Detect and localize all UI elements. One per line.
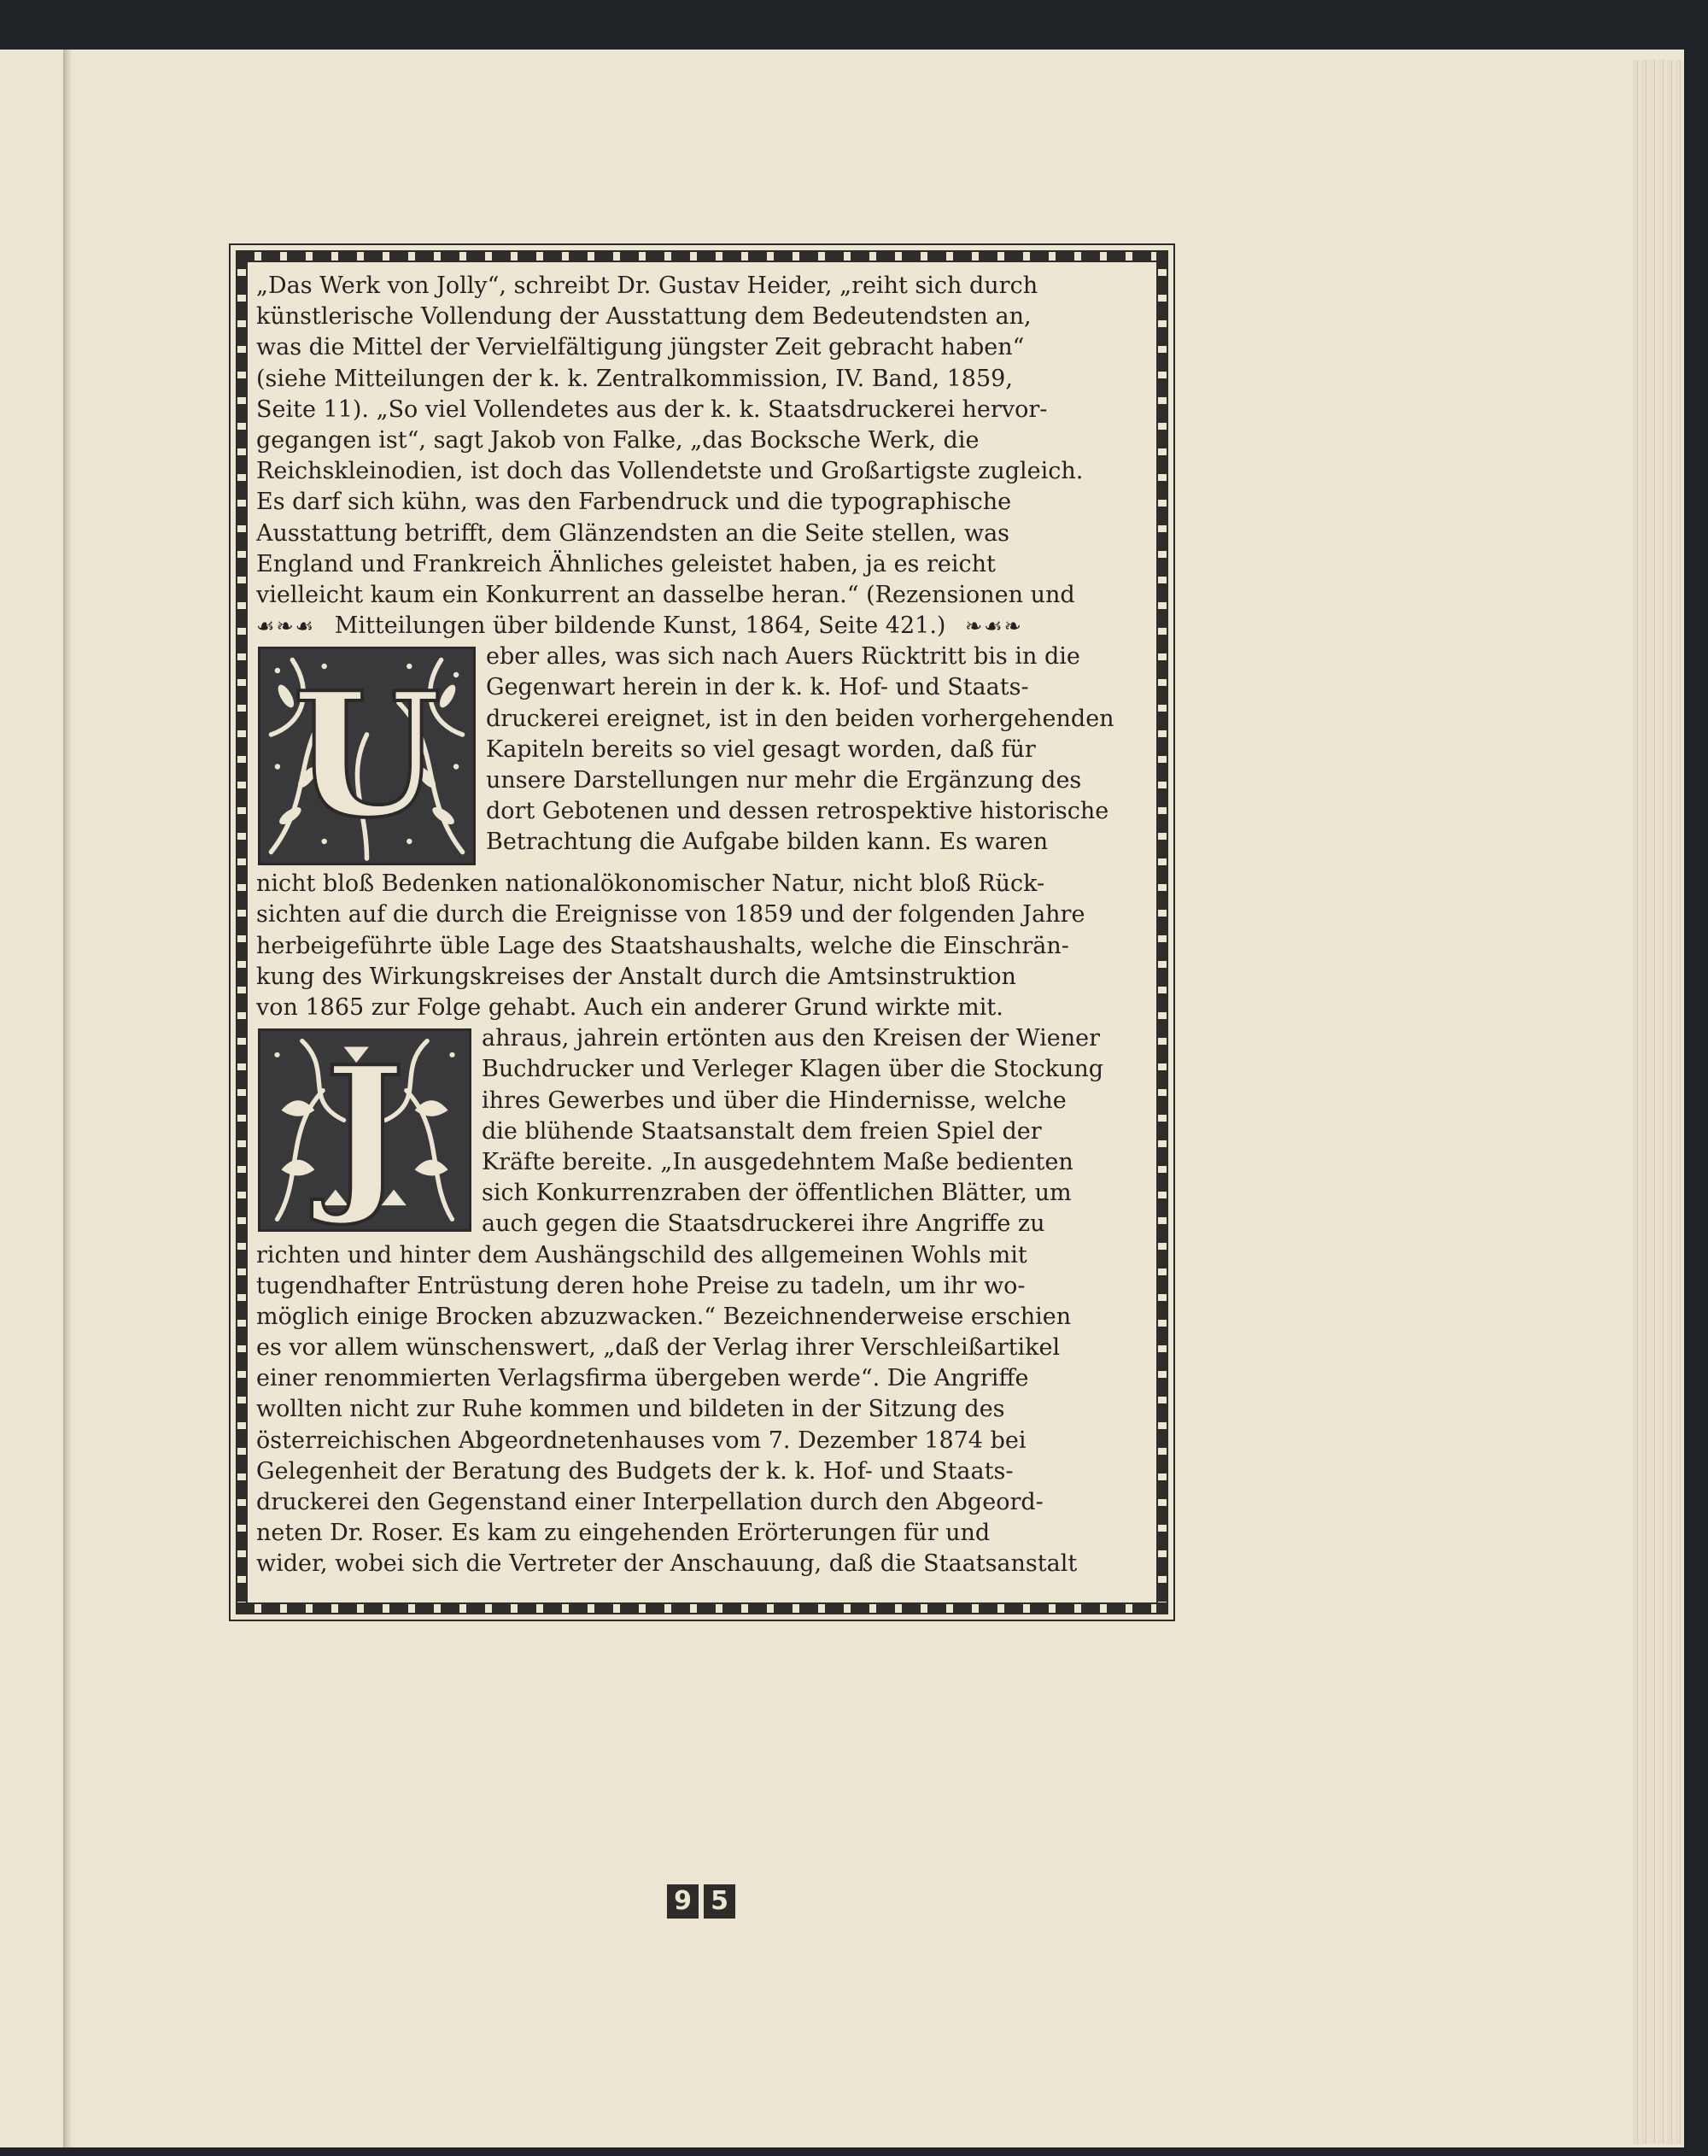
text-line: es vor allem wünschenswert, „daß der Verlag ihrer Verschleißartikel: [256, 1334, 1061, 1362]
text-line: Seite 11). „So viel Vollendetes aus der k. k. Staatsdruckerei hervor-: [256, 395, 1048, 423]
text-line: (siehe Mitteilungen der k. k. Zentralkommission, IV. Band, 1859,: [256, 365, 1013, 392]
text-line: Kräfte bereite. „In ausgedehntem Maße bedienten: [482, 1148, 1073, 1175]
text-line-with-ornaments: [256, 611, 1148, 642]
text-line: richten und hinter dem Aushängschild des allgemeinen Wohls mit: [256, 1241, 1027, 1268]
text-line: Gegenwart herein in der k. k. Hof- und Staats-: [486, 674, 1029, 701]
text-line: vielleicht kaum ein Konkurrent an dasselbe heran.“ (Rezensionen und: [256, 581, 1075, 608]
text-line: Reichskleinodien, ist doch das Vollendetste und Großartigste zugleich.: [256, 458, 1084, 485]
text-line: wider, wobei sich die Vertreter der Anschauung, daß die Staatsanstalt: [256, 1550, 1078, 1578]
paragraph-3: [256, 1023, 1148, 1579]
text-line: „Das Werk von Jolly“, schreibt Dr. Gustav Heider, „reiht sich durch: [256, 272, 1038, 299]
book-gutter: [63, 50, 72, 2147]
text-line: unsere Darstellungen nur mehr die Ergänzung des: [486, 767, 1082, 794]
text-line: eber alles, was sich nach Auers Rücktritt bis in die: [486, 643, 1080, 671]
initial-letter: U: [292, 655, 442, 857]
text-line: Es darf sich kühn, was den Farbendruck und die typographische: [256, 489, 1012, 516]
frame-rule-left: [236, 250, 248, 1614]
paragraph-1: [256, 271, 1148, 642]
text-line: druckerei den Gegenstand einer Interpellation durch den Abgeord-: [256, 1489, 1044, 1515]
text-line: Gelegenheit der Beratung des Budgets der k. k. Hof- und Staats-: [256, 1457, 1014, 1485]
text-line: gegangen ist“, sagt Jakob von Falke, „das Bocksche Werk, die: [256, 426, 980, 454]
paragraph-2: [256, 642, 1148, 1023]
text-line: ahraus, jahrein ertönten aus den Kreisen der Wiener: [482, 1025, 1101, 1052]
frame-rule-right: [1156, 250, 1168, 1614]
text-frame: [229, 243, 1175, 1621]
page-number: [667, 1884, 735, 1919]
decorated-initial-u: [258, 647, 476, 865]
initial-letter: J: [324, 1029, 406, 1231]
page-stack-edges: [1633, 60, 1684, 2144]
text-line: sich Konkurrenzraben der öffentlichen Blätter, um: [482, 1180, 1072, 1207]
frame-rule-top: [236, 250, 1168, 262]
text-line: Betrachtung die Aufgabe bilden kann. Es waren: [486, 829, 1049, 856]
decorated-initial-j: [258, 1028, 471, 1232]
text-line: England und Frankreich Ähnliches geleistet haben, ja es reicht: [256, 550, 996, 577]
text-line: Mitteilungen über bildende Kunst, 1864, Seite 421.): [334, 612, 946, 640]
text-line: möglich einige Brocken abzuzwacken.“ Bezeichnenderweise erschien: [256, 1303, 1072, 1330]
text-line: wollten nicht zur Ruhe kommen und bildeten in der Sitzung des: [256, 1396, 1005, 1423]
text-line: künstlerische Vollendung der Ausstattung dem Bedeutendsten an,: [256, 303, 1032, 331]
text-line: Buchdrucker und Verleger Klagen über die Stockung: [482, 1056, 1104, 1083]
text-line: neten Dr. Roser. Es kam zu eingehenden Erörterungen für und: [256, 1520, 991, 1547]
text-line: herbeigeführte üble Lage des Staatshaushalts, welche die Einschrän-: [256, 932, 1069, 959]
ornament-left: ☙❧☙: [256, 614, 316, 639]
text-line: dort Gebotenen und dessen retrospektive historische: [486, 798, 1109, 825]
text-line: österreichischen Abgeordnetenhauses vom 7. Dezember 1874 bei: [256, 1427, 1027, 1454]
body-text: [256, 271, 1148, 1594]
text-line: einer renommierten Verlagsfirma übergeben werde“. Die Angriffe: [256, 1365, 1029, 1392]
text-line: Ausstattung betrifft, dem Glänzendsten an die Seite stellen, was: [256, 519, 1010, 547]
text-line: auch gegen die Staatsdruckerei ihre Angriffe zu: [482, 1210, 1045, 1238]
text-line: Kapiteln bereits so viel gesagt worden, daß für: [486, 735, 1036, 763]
text-line: nicht bloß Bedenken nationalökonomischer Natur, nicht bloß Rück-: [256, 870, 1045, 898]
ornament-right: ❧☙❧: [965, 614, 1023, 639]
text-line: tugendhafter Entrüstung deren hohe Preise zu tadeln, um ihr wo-: [256, 1272, 1026, 1299]
page-number-digit: 5: [704, 1884, 735, 1919]
frame-rule-bottom: [236, 1602, 1168, 1614]
text-line: die blühende Staatsanstalt dem freien Spiel der: [482, 1117, 1042, 1145]
text-line: druckerei ereignet, ist in den beiden vorhergehenden: [486, 705, 1114, 732]
text-line: kung des Wirkungskreises der Anstalt durch die Amtsinstruktion: [256, 963, 1016, 990]
text-line: ihres Gewerbes und über die Hindernisse, welche: [482, 1087, 1067, 1114]
text-line: von 1865 zur Folge gehabt. Auch ein anderer Grund wirkte mit.: [256, 994, 1003, 1021]
text-line: was die Mittel der Vervielfältigung jüngster Zeit gebracht haben“: [256, 334, 1025, 361]
text-line: sichten auf die durch die Ereignisse von 1859 und der folgenden Jahre: [256, 901, 1085, 929]
page-number-digit: 9: [667, 1884, 699, 1919]
